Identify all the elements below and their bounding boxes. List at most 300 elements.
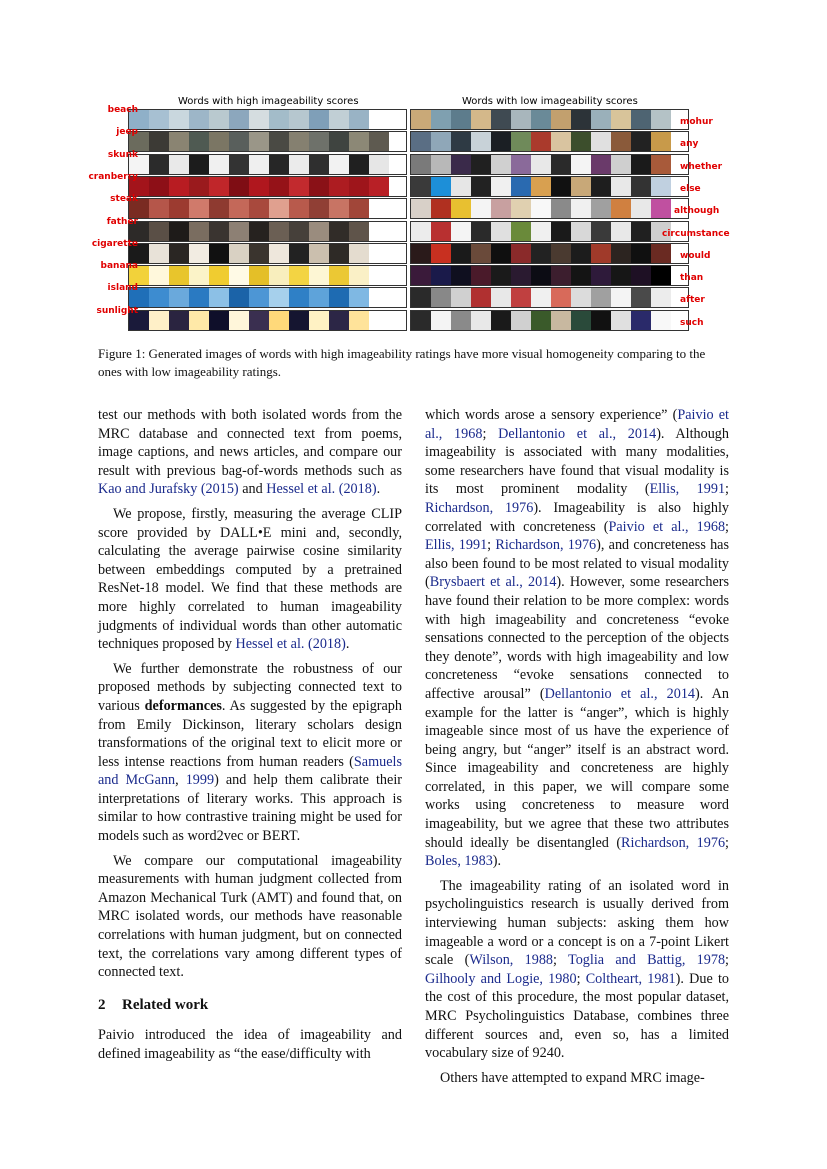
generated-image (289, 244, 309, 263)
generated-image (229, 244, 249, 263)
generated-image (551, 288, 571, 307)
generated-image (369, 266, 389, 285)
left-column (98, 406, 402, 1070)
generated-image (551, 155, 571, 174)
generated-image (451, 288, 471, 307)
generated-image (411, 110, 431, 129)
generated-image (349, 177, 369, 196)
generated-image (611, 132, 631, 151)
generated-image (189, 266, 209, 285)
generated-image (149, 177, 169, 196)
generated-image (249, 288, 269, 307)
high-image-strip (128, 221, 407, 242)
generated-image (591, 222, 611, 241)
generated-image (551, 266, 571, 285)
generated-image (571, 110, 591, 129)
generated-image (531, 311, 551, 330)
generated-image (229, 199, 249, 218)
high-word-label: skunk (107, 149, 138, 160)
generated-image (411, 177, 431, 196)
generated-image (571, 311, 591, 330)
generated-image (491, 199, 511, 218)
generated-image (611, 266, 631, 285)
generated-image (369, 222, 389, 241)
generated-image (651, 199, 671, 218)
generated-image (249, 132, 269, 151)
generated-image (491, 222, 511, 241)
generated-image (631, 199, 651, 218)
generated-image (169, 311, 189, 330)
generated-image (169, 132, 189, 151)
generated-image (209, 266, 229, 285)
generated-image (249, 155, 269, 174)
paragraph: Others have attempted to expand MRC image- (440, 1069, 705, 1086)
generated-image (551, 132, 571, 151)
generated-image (431, 110, 451, 129)
generated-image (511, 155, 531, 174)
generated-image (411, 266, 431, 285)
generated-image (149, 222, 169, 241)
generated-image (431, 199, 451, 218)
generated-image (411, 199, 431, 218)
generated-image (289, 222, 309, 241)
generated-image (511, 110, 531, 129)
generated-image (229, 311, 249, 330)
generated-image (329, 155, 349, 174)
citation-link[interactable]: Kao and Jurafsky (2015) (98, 481, 239, 498)
generated-image (329, 199, 349, 218)
citation-link[interactable]: Brysbaert et al., 2014 (429, 574, 557, 591)
generated-image (209, 110, 229, 129)
generated-image (531, 244, 551, 263)
generated-image (169, 288, 189, 307)
generated-image (229, 110, 249, 129)
generated-image (149, 244, 169, 263)
citation-link[interactable]: Dellantonio et al., 2014 (544, 685, 696, 702)
citation-link[interactable]: Toglia and Battig, 1978 (568, 952, 726, 969)
low-word-label: whether (680, 161, 723, 172)
generated-image (269, 244, 289, 263)
generated-image (591, 288, 611, 307)
generated-image (209, 155, 229, 174)
generated-image (329, 110, 349, 129)
generated-image (249, 266, 269, 285)
generated-image (169, 222, 189, 241)
high-image-strip (128, 243, 407, 264)
generated-image (651, 288, 671, 307)
generated-image (571, 244, 591, 263)
generated-image (651, 110, 671, 129)
citation-link[interactable]: Richardson, 1976 (621, 834, 726, 851)
generated-image (249, 199, 269, 218)
generated-image (289, 311, 309, 330)
generated-image (411, 311, 431, 330)
generated-image (511, 266, 531, 285)
high-panel-title: Words with high imageability scores (178, 96, 359, 107)
generated-image (411, 132, 431, 151)
generated-image (451, 311, 471, 330)
citation-link[interactable]: Paivio et al., 1968 (608, 518, 726, 535)
generated-image (289, 110, 309, 129)
generated-image (451, 244, 471, 263)
low-word-label: although (674, 206, 720, 217)
generated-image (431, 155, 451, 174)
generated-image (471, 266, 491, 285)
low-image-strip (410, 154, 689, 175)
generated-image (269, 177, 289, 196)
generated-image (571, 199, 591, 218)
generated-image (431, 266, 451, 285)
high-word-label: steak (110, 194, 138, 205)
generated-image (309, 266, 329, 285)
generated-image (571, 288, 591, 307)
generated-image (591, 311, 611, 330)
citation-link[interactable]: Samuels and McGann (98, 753, 402, 789)
generated-image (531, 222, 551, 241)
generated-image (571, 155, 591, 174)
generated-image (511, 177, 531, 196)
generated-image (149, 132, 169, 151)
paragraph: We further demonstrate the robustness of our proposed methods by subjecting connected text to various deformances. As suggested by the epigraph from Emily Dickinson, literary scholars design transformations of the original text to elicit more or less intense reactions from human readers (Samuels and McGann, 1999) and help them calibrate their interpretations of literary works. This approach is similar to how contrastive training might be used for models such as word2vec or BERT. (98, 660, 402, 845)
citation-link[interactable]: Boles, 1983 (425, 853, 493, 870)
generated-image (189, 177, 209, 196)
generated-image (189, 244, 209, 263)
high-image-strip (128, 109, 407, 130)
generated-image (571, 177, 591, 196)
generated-image (531, 155, 551, 174)
generated-image (309, 110, 329, 129)
generated-image (591, 132, 611, 151)
generated-image (591, 266, 611, 285)
generated-image (269, 132, 289, 151)
low-word-label: would (680, 250, 711, 261)
generated-image (551, 199, 571, 218)
generated-image (269, 155, 289, 174)
generated-image (411, 222, 431, 241)
generated-image (329, 244, 349, 263)
generated-image (651, 266, 671, 285)
generated-image (611, 244, 631, 263)
generated-image (471, 311, 491, 330)
generated-image (531, 132, 551, 151)
generated-image (309, 155, 329, 174)
low-panel-title: Words with low imageability scores (462, 96, 638, 107)
generated-image (309, 132, 329, 151)
generated-image (591, 199, 611, 218)
generated-image (189, 222, 209, 241)
generated-image (309, 288, 329, 307)
low-image-strip (410, 198, 689, 219)
generated-image (369, 288, 389, 307)
generated-image (431, 132, 451, 151)
section-heading: 2 Related work (98, 996, 209, 1013)
generated-image (451, 199, 471, 218)
generated-image (369, 311, 389, 330)
high-image-strip (128, 265, 407, 286)
citation-link[interactable]: Hessel et al. (2018) (266, 481, 377, 498)
high-word-label: cranberry (88, 171, 138, 182)
generated-image (289, 132, 309, 151)
figure-1 (88, 96, 730, 332)
generated-image (289, 199, 309, 218)
generated-image (309, 177, 329, 196)
paragraph: We propose, firstly, measuring the average CLIP score provided by DALL•E mini and, secondly, calculating the average pairwise cosine similarity between embeddings computed by a pretrained ResNet-18 model. We find that these methods are more highly correlated to human imageability judgments of individual words than other automatic techniques proposed by Hessel et al. (2018). (98, 505, 402, 653)
generated-image (349, 311, 369, 330)
generated-image (611, 222, 631, 241)
generated-image (189, 311, 209, 330)
generated-image (249, 244, 269, 263)
generated-image (471, 132, 491, 151)
generated-image (551, 222, 571, 241)
low-image-strip (410, 287, 689, 308)
low-image-strip (410, 265, 689, 286)
generated-image (349, 110, 369, 129)
generated-image (269, 311, 289, 330)
generated-image (349, 132, 369, 151)
citation-link[interactable]: Richardson, 1976 (425, 499, 534, 516)
generated-image (491, 177, 511, 196)
generated-image (571, 266, 591, 285)
high-word-label: father (106, 216, 138, 227)
generated-image (349, 199, 369, 218)
generated-image (249, 311, 269, 330)
generated-image (269, 288, 289, 307)
generated-image (189, 132, 209, 151)
generated-image (631, 244, 651, 263)
generated-image (611, 155, 631, 174)
generated-image (491, 311, 511, 330)
generated-image (531, 288, 551, 307)
low-word-label: after (680, 295, 705, 306)
generated-image (369, 244, 389, 263)
generated-image (149, 199, 169, 218)
generated-image (511, 199, 531, 218)
generated-image (471, 199, 491, 218)
high-image-strip (128, 154, 407, 175)
generated-image (551, 311, 571, 330)
generated-image (631, 266, 651, 285)
generated-image (551, 177, 571, 196)
generated-image (229, 155, 249, 174)
generated-image (149, 155, 169, 174)
high-image-strip (128, 131, 407, 152)
generated-image (591, 244, 611, 263)
generated-image (471, 155, 491, 174)
generated-image (189, 155, 209, 174)
generated-image (511, 244, 531, 263)
low-word-label: than (680, 273, 704, 284)
generated-image (209, 244, 229, 263)
citation-link[interactable]: Dellantonio et al., 2014 (498, 425, 657, 442)
generated-image (289, 177, 309, 196)
generated-image (229, 177, 249, 196)
generated-image (611, 199, 631, 218)
generated-image (329, 132, 349, 151)
generated-image (209, 199, 229, 218)
generated-image (471, 244, 491, 263)
citation-link[interactable]: Wilson, 1988 (469, 952, 554, 969)
generated-image (451, 110, 471, 129)
generated-image (651, 177, 671, 196)
generated-image (651, 311, 671, 330)
low-image-strip (410, 221, 689, 242)
citation-link[interactable]: Coltheart, 1981 (585, 970, 676, 987)
low-image-strip (410, 176, 689, 197)
generated-image (189, 288, 209, 307)
generated-image (329, 222, 349, 241)
generated-image (571, 132, 591, 151)
generated-image (249, 177, 269, 196)
low-image-strip (410, 310, 689, 331)
paragraph: The imageability rating of an isolated word in psycholinguistics research is usually derived from interviewing human subjects: asking them how imageable a word or a concept is on a 7-point Likert scale (Wilson, 1988; Toglia and Battig, 1978; Gilhooly and Logie, 1980; Coltheart, 1981). Due to the cost of this procedure, the most popular dataset, MRC Psycholinguistics Database, combines three different sources and, even so, has a limited vocabulary size of 9240. (425, 877, 729, 1062)
citation-link[interactable]: Gilhooly and Logie, 1980 (425, 970, 577, 987)
citation-link[interactable]: Ellis, 1991 (649, 481, 726, 498)
high-word-label: beach (107, 105, 138, 115)
generated-image (169, 199, 189, 218)
generated-image (431, 177, 451, 196)
high-word-label: cigarette (91, 238, 138, 249)
low-image-strip (410, 243, 689, 264)
high-image-strip (128, 176, 407, 197)
generated-image (411, 288, 431, 307)
high-word-label: jeep (116, 127, 138, 138)
citation-link[interactable]: Richardson, 1976 (495, 537, 597, 554)
generated-image (471, 110, 491, 129)
generated-image (249, 110, 269, 129)
generated-image (149, 288, 169, 307)
generated-image (611, 110, 631, 129)
generated-image (611, 177, 631, 196)
generated-image (169, 110, 189, 129)
low-word-label: such (680, 317, 704, 328)
generated-image (209, 177, 229, 196)
low-word-label: any (680, 139, 699, 150)
generated-image (189, 199, 209, 218)
generated-image (491, 155, 511, 174)
generated-image (269, 222, 289, 241)
generated-image (451, 266, 471, 285)
generated-image (571, 222, 591, 241)
paragraph: We compare our computational imageability measurements with human judgment collected from Amazon Mechanical Turk (AMT) and found that, on MRC isolated words, our methods have reasonable correlations with human judgment, but on connected text, the correlations vary among different types of connected text. (98, 852, 402, 981)
generated-image (531, 266, 551, 285)
generated-image (169, 155, 189, 174)
paragraph: test our methods with both isolated words from the MRC database and connected text from poems, image captions, and news articles, and compare our result with previous bag-of-words methods such as Kao and Jurafsky (2015) and Hessel et al. (2018). (98, 407, 402, 498)
generated-image (369, 177, 389, 196)
high-image-strip (128, 310, 407, 331)
generated-image (451, 132, 471, 151)
low-image-strip (410, 109, 689, 130)
generated-image (309, 222, 329, 241)
high-image-strip (128, 287, 407, 308)
generated-image (189, 110, 209, 129)
generated-image (289, 266, 309, 285)
low-word-label: mohur (680, 117, 713, 127)
generated-image (269, 110, 289, 129)
generated-image (631, 288, 651, 307)
generated-image (451, 155, 471, 174)
low-image-strip (410, 131, 689, 152)
generated-image (631, 177, 651, 196)
generated-image (349, 155, 369, 174)
generated-image (411, 244, 431, 263)
generated-image (491, 266, 511, 285)
generated-image (611, 311, 631, 330)
citation-link[interactable]: Paivio et al., 1968 (425, 407, 729, 442)
generated-image (431, 244, 451, 263)
generated-image (491, 288, 511, 307)
generated-image (369, 110, 389, 129)
generated-image (289, 155, 309, 174)
generated-image (369, 155, 389, 174)
generated-image (349, 222, 369, 241)
generated-image (149, 311, 169, 330)
generated-image (611, 288, 631, 307)
right-column (425, 406, 729, 1093)
generated-image (289, 288, 309, 307)
generated-image (229, 132, 249, 151)
low-word-label: circumstance (662, 228, 730, 239)
generated-image (511, 311, 531, 330)
generated-image (551, 110, 571, 129)
generated-image (329, 177, 349, 196)
generated-image (631, 110, 651, 129)
generated-image (551, 244, 571, 263)
generated-image (149, 110, 169, 129)
generated-image (591, 110, 611, 129)
generated-image (229, 288, 249, 307)
generated-image (531, 110, 551, 129)
generated-image (591, 155, 611, 174)
generated-image (229, 266, 249, 285)
generated-image (631, 311, 651, 330)
generated-image (531, 177, 551, 196)
generated-image (471, 177, 491, 196)
generated-image (229, 222, 249, 241)
generated-image (149, 266, 169, 285)
high-word-label: sunlight (96, 305, 138, 316)
citation-link[interactable]: Hessel et al. (2018) (235, 636, 346, 653)
generated-image (651, 132, 671, 151)
generated-image (491, 110, 511, 129)
citation-link[interactable]: Ellis, 1991 (425, 537, 488, 554)
generated-image (411, 155, 431, 174)
generated-image (169, 177, 189, 196)
generated-image (471, 288, 491, 307)
generated-image (369, 199, 389, 218)
generated-image (531, 199, 551, 218)
generated-image (169, 266, 189, 285)
generated-image (369, 132, 389, 151)
paragraph: Paivio introduced the idea of imageability and defined imageability as “the ease/difficulty with (98, 1027, 402, 1062)
generated-image (209, 288, 229, 307)
high-word-label: island (107, 283, 138, 294)
generated-image (451, 177, 471, 196)
generated-image (491, 244, 511, 263)
generated-image (511, 288, 531, 307)
generated-image (491, 132, 511, 151)
generated-image (451, 222, 471, 241)
generated-image (329, 311, 349, 330)
generated-image (349, 244, 369, 263)
generated-image (651, 155, 671, 174)
high-word-label: banana (100, 261, 138, 272)
citation-link[interactable]: 1999 (185, 772, 215, 789)
generated-image (511, 132, 531, 151)
generated-image (269, 199, 289, 218)
generated-image (209, 311, 229, 330)
figure-caption: Figure 1: Generated images of words with high imageability ratings have more visual homogeneity comparing to the ones with low imageability ratings. (98, 346, 706, 379)
generated-image (591, 177, 611, 196)
